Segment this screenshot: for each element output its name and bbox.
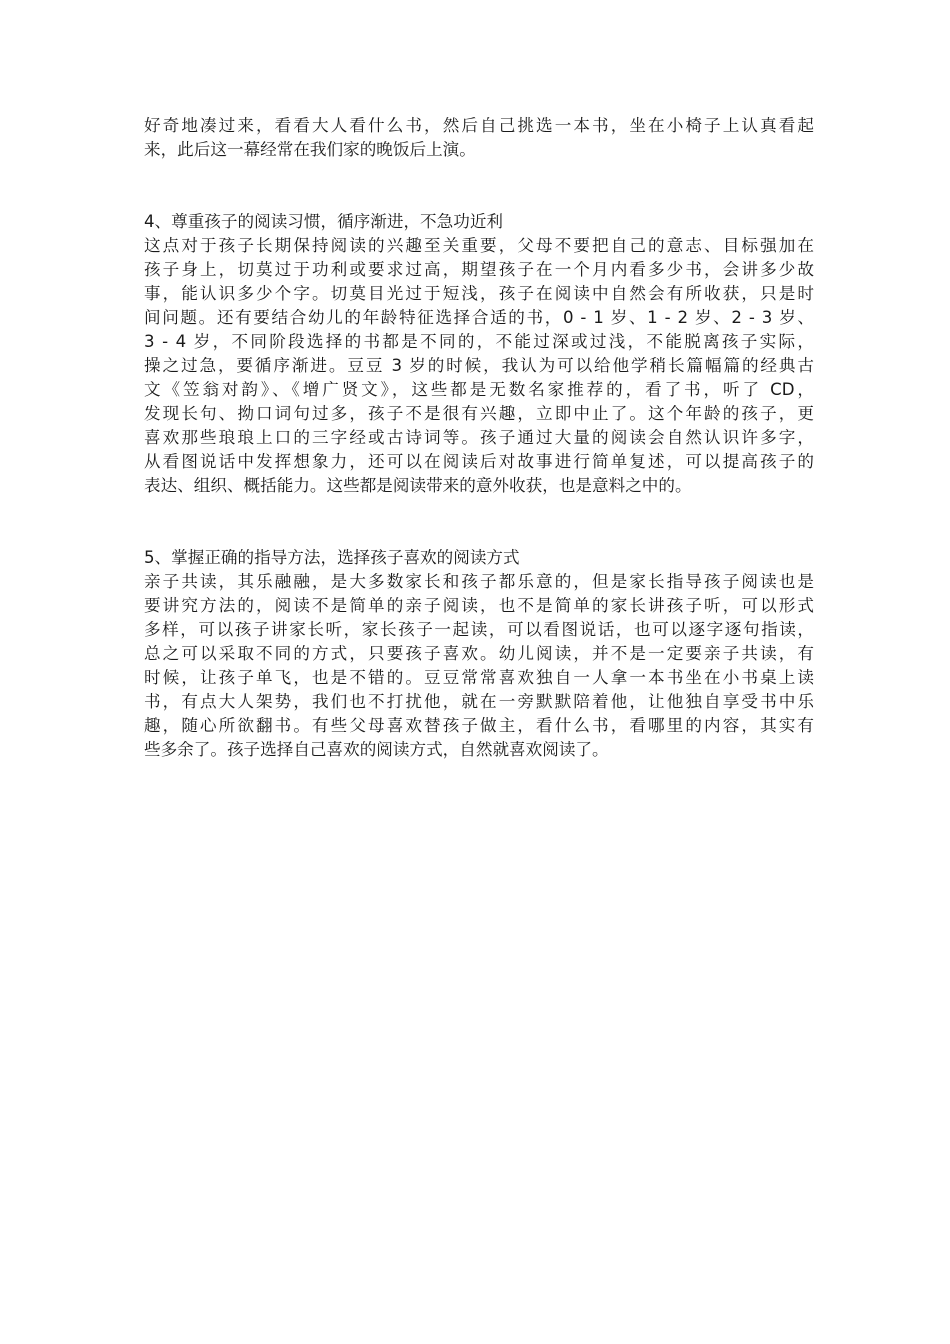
paragraph-line: 要讲究方法的，阅读不是简单的亲子阅读，也不是简单的家长讲孩子听，可以形式 [144,596,814,615]
paragraph-line: 些多余了。孩子选择自己喜欢的阅读方式，自然就喜欢阅读了。 [144,740,609,759]
paragraph-line: 事，能认识多少个字。切莫目光过于短浅，孩子在阅读中自然会有所收获，只是时 [144,284,814,303]
section-heading: 4、尊重孩子的阅读习惯，循序渐进，不急功近利 [144,212,504,231]
paragraph-line: 这点对于孩子长期保持阅读的兴趣至关重要，父母不要把自己的意志、目标强加在 [144,236,814,255]
section-4 [144,210,814,498]
paragraph-line: 好奇地凑过来，看看大人看什么书，然后自己挑选一本书，坐在小椅子上认真看起 [144,116,814,135]
section-gap [144,498,814,546]
section-gap [144,162,814,210]
paragraph-line: 趣，随心所欲翻书。有些父母喜欢替孩子做主，看什么书，看哪里的内容，其实有 [144,716,814,735]
paragraph-line: 多样，可以孩子讲家长听，家长孩子一起读，可以看图说话，也可以逐字逐句指读， [144,620,814,639]
section-5 [144,546,814,762]
paragraph-line: 孩子身上，切莫过于功利或要求过高，期望孩子在一个月内看多少书，会讲多少故 [144,260,814,279]
paragraph-line: 亲子共读，其乐融融，是大多数家长和孩子都乐意的，但是家长指导孩子阅读也是 [144,572,814,591]
paragraph-line: 书，有点大人架势，我们也不打扰他，就在一旁默默陪着他，让他独自享受书中乐 [144,692,814,711]
paragraph-line: 来，此后这一幕经常在我们家的晚饭后上演。 [144,140,476,159]
paragraph-line: 发现长句、拗口词句过多，孩子不是很有兴趣，立即中止了。这个年龄的孩子，更 [144,404,814,423]
paragraph-line: 操之过急，要循序渐进。豆豆 3 岁的时候，我认为可以给他学稍长篇幅篇的经典古 [144,356,814,375]
paragraph-line: 3 - 4 岁，不同阶段选择的书都是不同的，不能过深或过浅，不能脱离孩子实际， [144,332,814,351]
document-page [144,114,814,762]
paragraph-line: 表达、组织、概括能力。这些都是阅读带来的意外收获，也是意料之中的。 [144,476,692,495]
paragraph-line: 间问题。还有要结合幼儿的年龄特征选择合适的书，0 - 1 岁、1 - 2 岁、2 - 3 岁、 [144,308,814,327]
paragraph-line: 总之可以采取不同的方式，只要孩子喜欢。幼儿阅读，并不是一定要亲子共读，有 [144,644,814,663]
paragraph-line: 文《笠翁对韵》、《增广贤文》，这些都是无数名家推荐的，看了书，听了 CD， [144,380,814,399]
paragraph-line: 喜欢那些琅琅上口的三字经或古诗词等。孩子通过大量的阅读会自然认识许多字， [144,428,814,447]
intro-paragraph [144,114,814,162]
section-heading: 5、掌握正确的指导方法，选择孩子喜欢的阅读方式 [144,548,520,567]
paragraph-line: 从看图说话中发挥想象力，还可以在阅读后对故事进行简单复述，可以提高孩子的 [144,452,814,471]
paragraph-line: 时候，让孩子单飞，也是不错的。豆豆常常喜欢独自一人拿一本书坐在小书桌上读 [144,668,814,687]
